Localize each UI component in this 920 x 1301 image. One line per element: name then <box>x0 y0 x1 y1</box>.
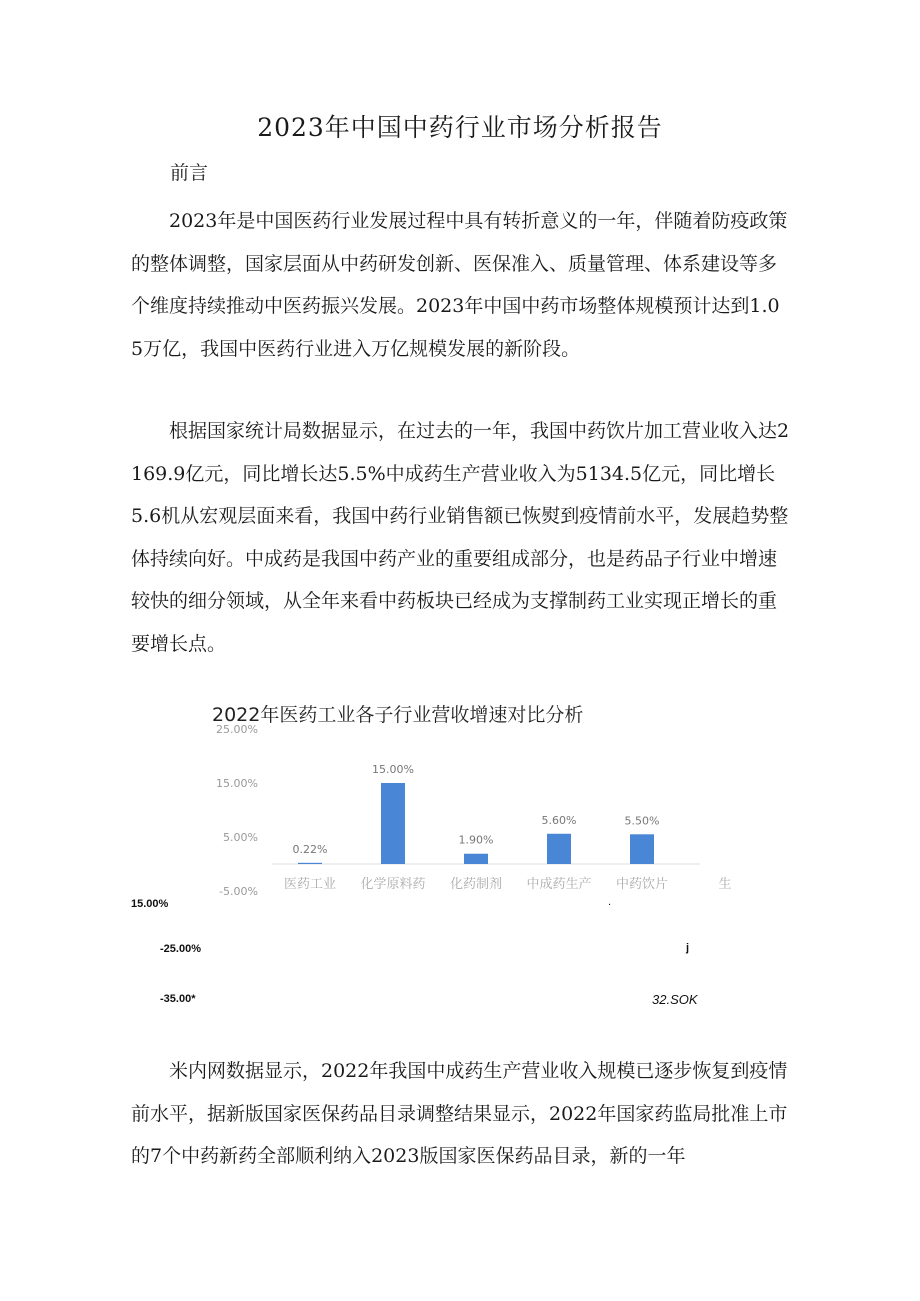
bar-data-label: 1.90% <box>458 833 494 847</box>
y-tick-label: 25.00% <box>216 723 258 736</box>
x-tick-label: 化药制剂 <box>449 877 503 892</box>
y-tick-label: 15.00% <box>216 777 258 790</box>
page-title: 2023年中国中药行业市场分析报告 <box>257 113 663 142</box>
stray-dot: . <box>608 896 612 908</box>
stray-label-right-1: j <box>686 942 690 954</box>
bar-data-label: 5.50% <box>624 814 660 828</box>
bar <box>547 834 571 864</box>
x-tick-label: 化学原料药 <box>360 877 426 892</box>
bar <box>630 834 654 864</box>
chart-svg <box>200 697 732 902</box>
chart-title: 2022年医药工业各子行业营收增速对比分析 <box>212 704 584 726</box>
stray-label-left-2: -25.00% <box>160 943 201 955</box>
paragraph-1: 2023年是中国医药行业发展过程中具有转折意义的一年，伴随着防疫政策的整体调整，国家层面从中药研发创新、医保准入、质量管理、体系建设等多个维度持续推动中医药振兴发展。2023年中国中药市场整体规模预计达到1.05万亿，我国中医药行业进入万亿规模发展的新阶段。 <box>131 210 788 360</box>
x-tick-label: 医药工业 <box>283 877 337 892</box>
y-tick-label: -5.00% <box>219 885 258 898</box>
bar <box>464 854 488 864</box>
stray-label-left-1: 15.00% <box>131 898 169 910</box>
stray-label-left-3: -35.00* <box>160 993 196 1005</box>
y-tick-label: 5.00% <box>223 831 258 844</box>
paragraph-2: 根据国家统计局数据显示，在过去的一年，我国中药饮片加工营业收入达2169.9亿元，同比增长达5.5%中成药生产营业收入为5134.5亿元，同比增长5.6机从宏观层面来看，我国中药行业销售额已恢熨到疫情前水平，发展趋势整体持续向好。中成药是我国中药产业的重要组成部分，也是药品子行业中增速较快的细分领域，从全年来看中药板块已经成为支撑制药工业实现正增长的重要增长点。 <box>131 420 790 655</box>
bar <box>381 783 405 864</box>
x-tick-label: 中药饮片 <box>615 877 669 892</box>
bar <box>298 863 322 864</box>
bar-data-label: 0.22% <box>292 842 328 856</box>
bar-data-label: 15.00% <box>372 763 414 776</box>
stray-label-right-2: 32.SOK <box>652 992 698 1007</box>
bar-data-label: 5.60% <box>541 813 577 827</box>
section-heading: 前言 <box>170 162 209 184</box>
x-tick-label: 中成药生产 <box>526 877 592 892</box>
bar-chart <box>200 697 732 902</box>
x-tick-label: 生 <box>718 877 732 892</box>
paragraph-3: 米内网数据显示，2022年我国中成药生产营业收入规模已逐步恢复到疫情前水平，据新版国家医保药品目录调整结果显示，2022年国家药监局批准上市的7个中药新药全部顺利纳入2023版国家医保药品目录，新的一年 <box>131 1060 788 1167</box>
